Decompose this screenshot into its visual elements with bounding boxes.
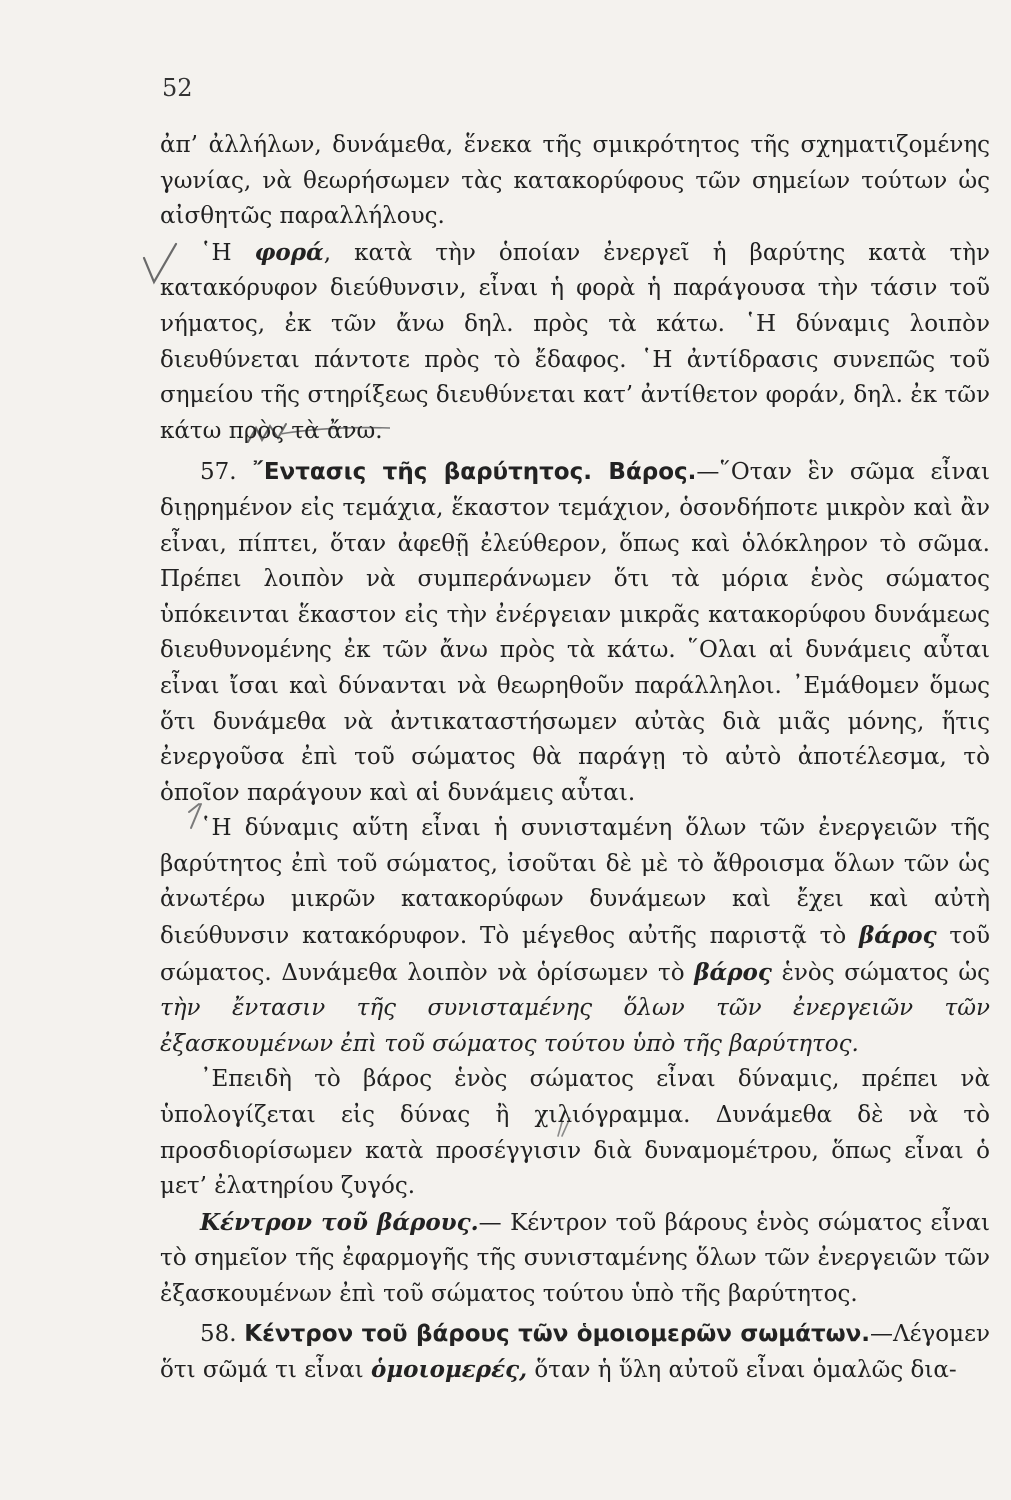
subheading-center: Κέντρον τοῦ βάρους.	[200, 1208, 479, 1236]
section-text: —Λέγομεν ὅτι σῶμά τι εἶναι	[160, 1320, 990, 1384]
term-fora: φορά	[254, 238, 324, 266]
definition-italic: τὴν ἔντασιν τῆς συνισταμένης ὅλων τῶν ἐνεργειῶν τῶν ἐξασκουμένων ἐπὶ τοῦ σώματος τούτου ὑπὸ τῆς βαρύτητος.	[160, 995, 990, 1057]
section-title: ῎Εντασις τῆς βαρύτητος. Βάρος.	[252, 459, 697, 486]
section-text: ὅταν ἡ ὕλη αὐτοῦ εἶναι ὁμαλῶς δια-	[527, 1357, 957, 1384]
paragraph-text: ῾Η δύναμις αὕτη εἶναι ἡ συνισταμένη ὅλων τῶν ἐνεργειῶν τῆς βαρύτητος ἐπὶ τοῦ σώματος, ἰσοῦται δὲ μὲ τὸ ἄθροισμα ὅλων τῶν ὡς ἀνωτέρω μικρῶν κατακορύφων δυνάμεων καὶ ἔχει καὶ αὐτὴ διεύθυνσιν κατακόρυφον. Τὸ μέγεθος αὐτῆς παριστᾷ τὸ	[160, 815, 990, 950]
paragraph-text: — Κέντρον τοῦ βάρους ἑνὸς σώματος εἶναι τὸ σημεῖον τῆς ἐφαρμογῆς τῆς συνισταμένης ὅλων τῶν ἐνεργειῶν τῶν ἐξασκουμένων ἐπὶ τοῦ σώματος τούτου ὑπὸ τῆς βαρύτητος.	[160, 1209, 990, 1307]
term-baros: βάρος	[694, 958, 772, 986]
paragraph-lead: ῾Η	[200, 239, 255, 266]
section-number: 58.	[200, 1320, 237, 1347]
section-number: 57.	[200, 459, 237, 486]
term-baros: βάρος	[859, 922, 937, 950]
section-title: Κέντρον τοῦ βάρους τῶν ὁμοιομερῶν σωμάτων.	[244, 1320, 871, 1347]
section-58	[160, 1317, 990, 1389]
page-body	[160, 128, 990, 1389]
paragraph-continuation: ἀπ’ ἀλλήλων, δυνάμεθα, ἕνεκα τῆς σμικρότητος τῆς σχηματιζομένης γωνίας, νὰ θεωρήσωμεν τὰς κατακορύφους τῶν σημείων τούτων ὡς αἰσθητῶς παραλλήλους.	[160, 132, 990, 230]
paragraph-text: τοῦ σώματος. Δυνάμεθα λοιπὸν νὰ ὁρίσωμεν τὸ	[160, 923, 990, 986]
term-homoiomeres: ὁμοιομερές,	[370, 1356, 528, 1384]
section-57	[160, 455, 990, 811]
paragraph-units: ᾿Επειδὴ τὸ βάρος ἑνὸς σώματος εἶναι δύναμις, πρέπει νὰ ὑπολογίζεται εἰς δύνας ἢ χιλιόγραμμα. Δυνάμεθα δὲ νὰ τὸ προσδιορίσωμεν κατὰ προσέγγισιν διὰ δυναμομέτρου, ὅπως εἶναι ὁ μετ’ ἐλατηρίου ζυγός.	[160, 1066, 990, 1200]
paragraph-direction	[160, 235, 990, 450]
paragraph-center-of-gravity	[160, 1205, 990, 1313]
page-number: 52	[162, 74, 193, 102]
paragraph-resultant	[160, 811, 990, 1062]
paragraph-text: , κατὰ τὴν ὁποίαν ἐνεργεῖ ἡ βαρύτης κατὰ τὴν κατακόρυφον διεύθυνσιν, εἶναι ἡ φορὰ ἡ παράγουσα τὴν τάσιν τοῦ νήματος, ἐκ τῶν ἄνω δηλ. πρὸς τὰ κάτω. ῾Η δύναμις λοιπὸν διευθύνεται πάντοτε πρὸς τὸ ἔδαφος. ῾Η ἀντίδρασις συνεπῶς τοῦ σημείου τῆς στηρίξεως διευθύνεται κατ’ ἀντίθετον φοράν, δηλ. ἐκ τῶν κάτω πρὸς τὰ ἄνω.	[160, 239, 990, 444]
section-text: —῞Οταν ἓν σῶμα εἶναι διῃρημένον εἰς τεμάχια, ἕκαστον τεμάχιον, ὁσονδήποτε μικρὸν καὶ ἂν εἶναι, πίπτει, ὅταν ἀφεθῇ ἐλεύθερον, ὅπως καὶ ὁλόκληρον τὸ σῶμα. Πρέπει λοιπὸν νὰ συμπεράνωμεν ὅτι τὰ μόρια ἑνὸς σώματος ὑπόκεινται ἕκαστον εἰς τὴν ἐνέργειαν μικρᾶς κατακορύφου δυνάμεως διευθυνομένης ἐκ τῶν ἄνω πρὸς τὰ κάτω. ῞Ολαι αἱ δυνάμεις αὗται εἶναι ἴσαι καὶ δύνανται νὰ θεωρηθοῦν παράλληλοι. ᾿Εμάθομεν ὅμως ὅτι δυνάμεθα νὰ ἀντικαταστήσωμεν αὐτὰς διὰ μιᾶς μόνης, ἥτις ἐνεργοῦσα ἐπὶ τοῦ σώματος θὰ παράγῃ τὸ αὐτὸ ἀποτέλεσμα, τὸ ὁποῖον παράγουν καὶ αἱ δυνάμεις αὗται.	[160, 459, 990, 806]
paragraph-text: ἑνὸς σώματος ὡς	[771, 959, 990, 986]
